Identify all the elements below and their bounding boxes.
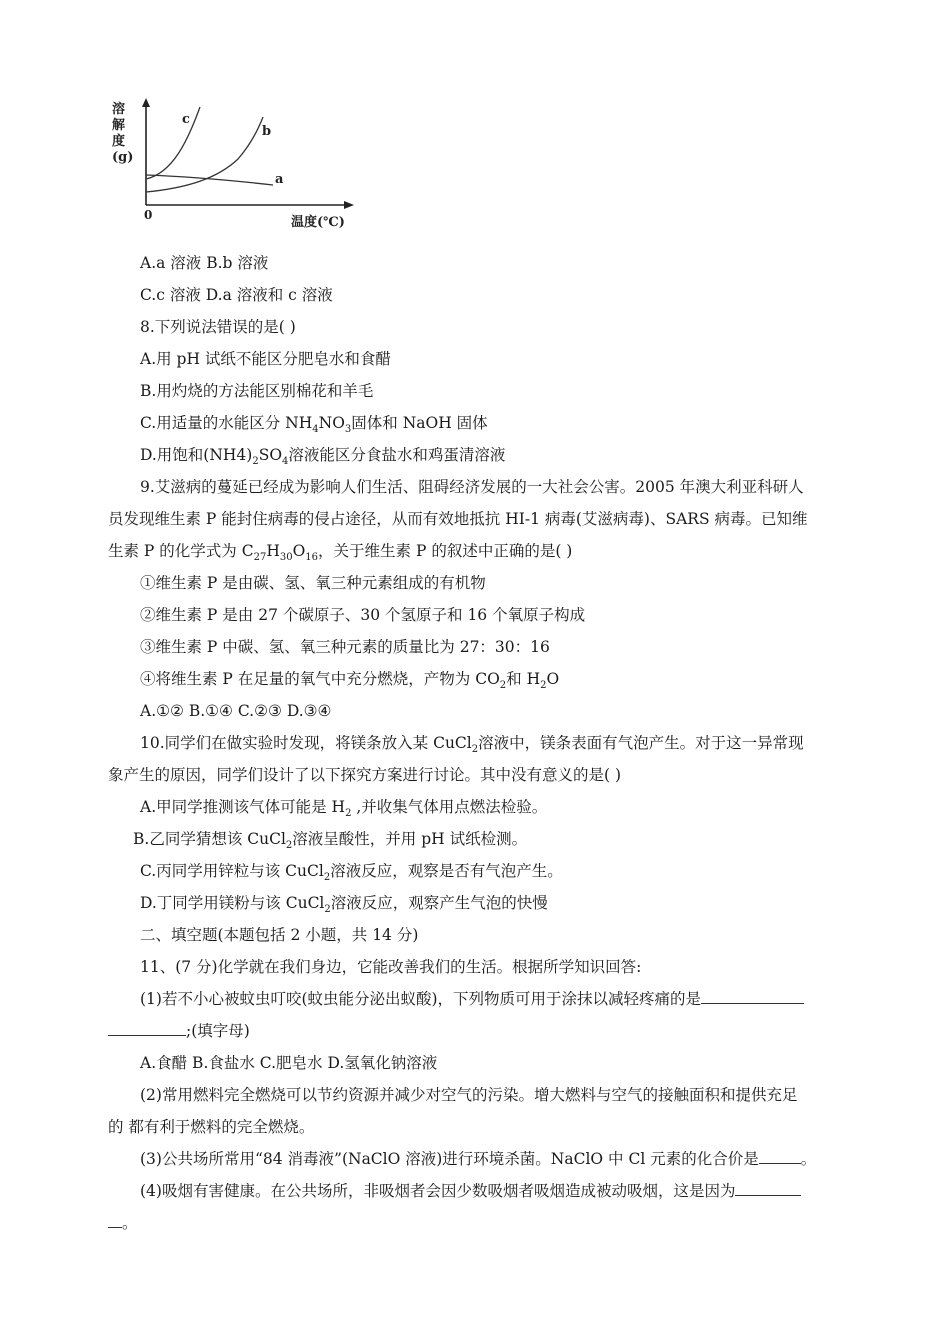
answer-blank-3[interactable]	[735, 1181, 801, 1196]
q9-statement-3: ③维生素 P 中碳、氢、氧三种元素的质量比为 27：30：16	[140, 638, 550, 656]
q9-stem-1: 9.艾滋病的蔓延已经成为影响人们生活、阻碍经济发展的一大社会公害。2005 年澳大利亚科研人	[140, 478, 804, 496]
q11-part4: (4)吸烟有害健康。在公共场所，非吸烟者会因少数吸烟者吸烟造成被动吸烟，这是因为	[140, 1180, 801, 1202]
q7-options-ab: A.a 溶液 B.b 溶液	[140, 254, 269, 272]
series-a-label: a	[275, 172, 284, 187]
x-axis-label: 温度(℃)	[291, 215, 345, 230]
section-2-heading: 二、填空题(本题包括 2 小题，共 14 分)	[140, 926, 419, 944]
q11-part2: (2)常用燃料完全燃烧可以节约资源并减少对空气的污染。增大燃料与空气的接触面积和提供充足	[140, 1086, 798, 1104]
origin-label: 0	[144, 208, 153, 222]
y-label-char-2: 解	[112, 118, 126, 133]
y-axis-label	[112, 101, 133, 165]
q11-part1: (1)若不小心被蚊虫叮咬(蚊虫能分泌出蚁酸)，下列物质可用于涂抹以减轻疼痛的是	[140, 988, 804, 1010]
y-axis-arrow	[142, 98, 150, 107]
q10-option-b: B.乙同学猜想该 CuCl$_2$溶液呈酸性，并用 pH 试纸检测。	[133, 830, 528, 852]
answer-blank-2[interactable]	[759, 1149, 801, 1164]
q10-stem-2: 象产生的原因，同学们设计了以下探究方案进行讨论。其中没有意义的是( )	[108, 766, 622, 784]
q11-stem: 11、(7 分)化学就在我们身边，它能改善我们的生活。根据所学知识回答:	[140, 958, 642, 976]
q9-stem-2: 员发现维生素 P 能封住病毒的侵占途径，从而有效地抵抗 HI-1 病毒(艾滋病毒)、SARS 病毒。已知维	[108, 510, 808, 528]
q11-part4-cont: 。	[108, 1212, 138, 1234]
q9-stem-3: 生素 P 的化学式为 $C_{27}H_{30}O_{16}$，关于维生素 P 的叙述中正确的是( )	[108, 542, 573, 564]
x-axis-arrow	[344, 201, 354, 209]
series-b-label: b	[262, 124, 272, 139]
q8-option-c: C.用适量的水能区分 $NH_4NO_3$固体和 NaOH 固体	[140, 414, 488, 436]
q8-option-a: A.用 pH 试纸不能区分肥皂水和食醋	[140, 350, 391, 368]
series-c-curve	[146, 107, 200, 179]
q11-part3: (3)公共场所常用“84 消毒液”(NaClO 溶液)进行环境杀菌。NaClO 中 Cl 元素的化合价是 。	[140, 1150, 817, 1168]
q10-option-d: D.丁同学用镁粉与该 CuCl$_2$溶液反应，观察产生气泡的快慢	[140, 894, 548, 916]
series-a-curve	[146, 175, 273, 185]
q9-statement-4: ④将维生素 P 在足量的氧气中充分燃烧，产物为 $CO_2$和 $H_2O$	[140, 670, 560, 692]
q9-statement-2: ②维生素 P 是由 27 个碳原子、30 个氢原子和 16 个氧原子构成	[140, 606, 586, 624]
solubility-chart	[108, 95, 368, 235]
answer-blank-1b[interactable]	[108, 1021, 186, 1036]
series-c-label: c	[182, 112, 190, 127]
q8-stem: 8.下列说法错误的是( )	[140, 318, 296, 336]
q11-part2-cont: 的 都有利于燃料的完全燃烧。	[108, 1118, 315, 1136]
q8-option-d: D.用饱和$(NH4)_2SO_4$溶液能区分食盐水和鸡蛋清溶液	[140, 446, 506, 468]
q9-options: A.①② B.①④ C.②③ D.③④	[140, 702, 332, 720]
y-label-char-4: (g)	[112, 150, 134, 165]
q9-statement-1: ①维生素 P 是由碳、氢、氧三种元素组成的有机物	[140, 574, 486, 592]
q11-part1-options: A.食醋 B.食盐水 C.肥皂水 D.氢氧化钠溶液	[140, 1054, 438, 1072]
series-b-curve	[146, 117, 263, 192]
q11-part1-cont: ;(填字母)	[108, 1020, 250, 1042]
q8-option-b: B.用灼烧的方法能区别棉花和羊毛	[140, 382, 374, 400]
q10-stem-1: 10.同学们在做实验时发现，将镁条放入某 CuCl$_2$溶液中，镁条表面有气泡产生。对于这一异常现	[140, 734, 804, 756]
answer-blank-1[interactable]	[701, 989, 804, 1004]
y-label-char-3: 度	[112, 134, 126, 149]
q10-option-c: C.丙同学用锌粒与该 CuCl$_2$溶液反应，观察是否有气泡产生。	[140, 862, 563, 884]
answer-blank-3b[interactable]	[108, 1213, 122, 1228]
y-label-char-1: 溶	[112, 102, 126, 117]
q10-option-a: A.甲同学推测该气体可能是 $H_2$ ,并收集气体用点燃法检验。	[140, 798, 548, 820]
q7-options-cd: C.c 溶液 D.a 溶液和 c 溶液	[140, 286, 333, 304]
